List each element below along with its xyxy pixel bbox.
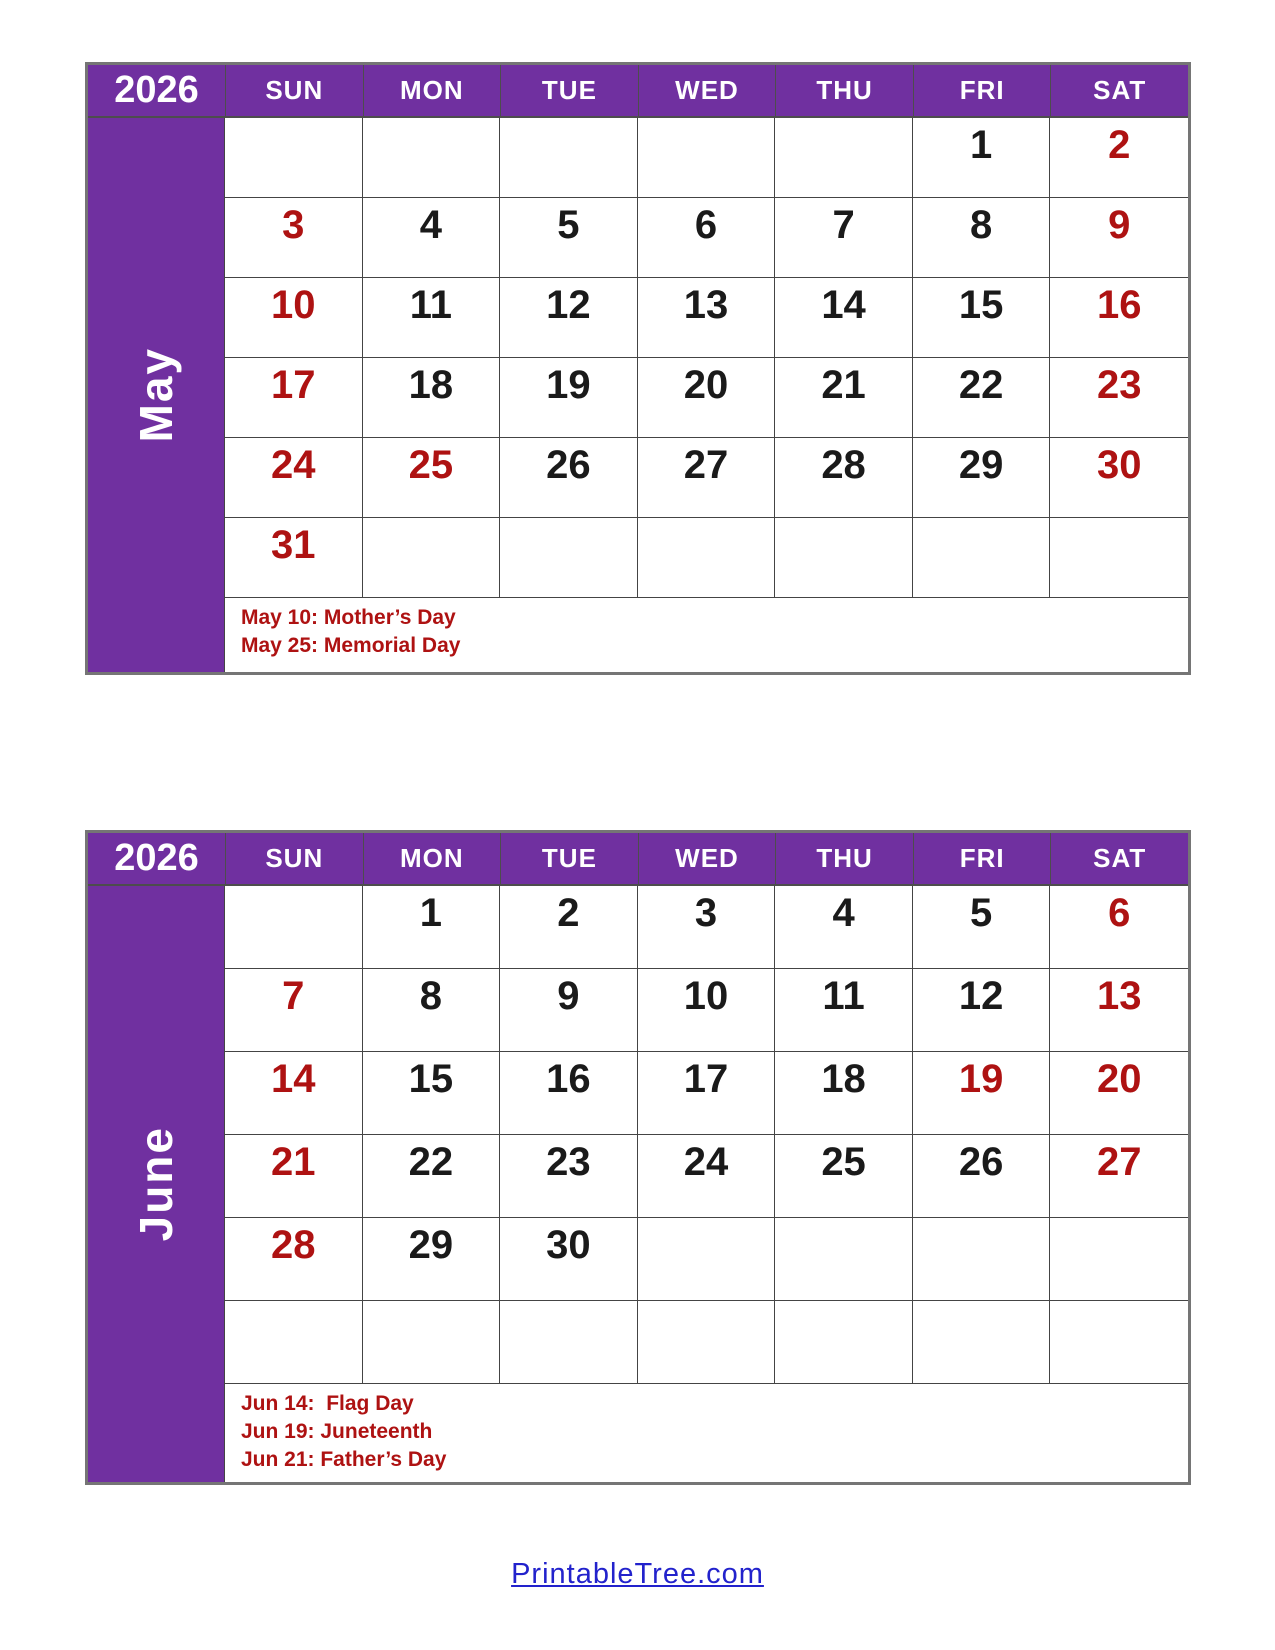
may-calendar-grid: [85, 62, 1191, 675]
day-header-tue: TUE: [500, 65, 638, 118]
holiday-note: Jun 19: Juneteenth: [241, 1420, 433, 1443]
date-cell-empty: [363, 518, 501, 598]
date-cell-june-7: 7: [225, 969, 363, 1052]
date-cell-may-28: 28: [775, 438, 913, 518]
date-cell-empty: [775, 1301, 913, 1384]
date-cell-empty: [225, 1301, 363, 1384]
day-header-fri: FRI: [913, 833, 1051, 886]
footer: [0, 1558, 1275, 1591]
date-cell-empty: [913, 1301, 1051, 1384]
date-cell-june-20: 20: [1050, 1052, 1188, 1135]
date-cell-may-7: 7: [775, 198, 913, 278]
date-cell-empty: [638, 1301, 776, 1384]
date-cell-may-21: 21: [775, 358, 913, 438]
date-cell-may-25: 25: [363, 438, 501, 518]
june-2026-calendar: [85, 830, 1191, 1485]
date-cell-june-17: 17: [638, 1052, 776, 1135]
date-cell-may-4: 4: [363, 198, 501, 278]
month-label: May: [130, 347, 182, 443]
month-label: June: [130, 1126, 182, 1242]
date-cell-may-29: 29: [913, 438, 1051, 518]
day-header-sat: SAT: [1050, 65, 1188, 118]
day-header-sat: SAT: [1050, 833, 1188, 886]
date-cell-june-22: 22: [363, 1135, 501, 1218]
date-cell-june-15: 15: [363, 1052, 501, 1135]
day-header-thu: THU: [775, 65, 913, 118]
date-cell-empty: [638, 1218, 776, 1301]
date-cell-june-18: 18: [775, 1052, 913, 1135]
date-cell-may-26: 26: [500, 438, 638, 518]
date-cell-june-16: 16: [500, 1052, 638, 1135]
date-cell-june-28: 28: [225, 1218, 363, 1301]
date-cell-empty: [225, 118, 363, 198]
date-cell-empty: [225, 886, 363, 969]
date-cell-may-18: 18: [363, 358, 501, 438]
date-cell-june-25: 25: [775, 1135, 913, 1218]
date-cell-may-24: 24: [225, 438, 363, 518]
month-sidebar: [88, 886, 225, 1482]
date-cell-may-10: 10: [225, 278, 363, 358]
holiday-note: May 10: Mother’s Day: [241, 606, 456, 629]
date-cell-june-3: 3: [638, 886, 776, 969]
date-cell-may-16: 16: [1050, 278, 1188, 358]
date-cell-june-8: 8: [363, 969, 501, 1052]
date-cell-june-6: 6: [1050, 886, 1188, 969]
date-cell-june-13: 13: [1050, 969, 1188, 1052]
date-cell-empty: [638, 518, 776, 598]
date-cell-empty: [500, 1301, 638, 1384]
year-label: 2026: [88, 833, 225, 886]
date-cell-empty: [775, 518, 913, 598]
date-cell-may-11: 11: [363, 278, 501, 358]
date-cell-may-20: 20: [638, 358, 776, 438]
date-cell-may-27: 27: [638, 438, 776, 518]
holiday-notes: [225, 598, 1188, 672]
date-cell-may-2: 2: [1050, 118, 1188, 198]
holiday-note: Jun 14: Flag Day: [241, 1392, 414, 1415]
date-cell-empty: [913, 518, 1051, 598]
date-cell-may-14: 14: [775, 278, 913, 358]
date-cell-empty: [500, 518, 638, 598]
holiday-note: May 25: Memorial Day: [241, 634, 461, 657]
date-cell-june-12: 12: [913, 969, 1051, 1052]
date-cell-june-26: 26: [913, 1135, 1051, 1218]
date-cell-june-27: 27: [1050, 1135, 1188, 1218]
date-cell-empty: [363, 118, 501, 198]
printabletree-link[interactable]: PrintableTree.com: [511, 1558, 764, 1590]
holiday-note: Jun 21: Father’s Day: [241, 1448, 447, 1471]
day-header-wed: WED: [638, 65, 776, 118]
day-header-sun: SUN: [225, 65, 363, 118]
day-header-fri: FRI: [913, 65, 1051, 118]
date-cell-june-4: 4: [775, 886, 913, 969]
date-cell-june-19: 19: [913, 1052, 1051, 1135]
day-header-tue: TUE: [500, 833, 638, 886]
holiday-notes: [225, 1384, 1188, 1482]
day-header-sun: SUN: [225, 833, 363, 886]
date-cell-may-30: 30: [1050, 438, 1188, 518]
date-cell-june-2: 2: [500, 886, 638, 969]
date-cell-may-9: 9: [1050, 198, 1188, 278]
day-header-mon: MON: [363, 65, 501, 118]
date-cell-may-15: 15: [913, 278, 1051, 358]
date-cell-may-22: 22: [913, 358, 1051, 438]
year-label: 2026: [88, 65, 225, 118]
date-cell-may-6: 6: [638, 198, 776, 278]
day-header-thu: THU: [775, 833, 913, 886]
date-cell-empty: [775, 1218, 913, 1301]
date-cell-may-3: 3: [225, 198, 363, 278]
may-2026-calendar: [85, 62, 1191, 675]
date-cell-empty: [363, 1301, 501, 1384]
date-cell-june-14: 14: [225, 1052, 363, 1135]
date-cell-june-10: 10: [638, 969, 776, 1052]
date-cell-june-11: 11: [775, 969, 913, 1052]
date-cell-empty: [1050, 1301, 1188, 1384]
date-cell-empty: [1050, 1218, 1188, 1301]
date-cell-june-1: 1: [363, 886, 501, 969]
date-cell-may-19: 19: [500, 358, 638, 438]
date-cell-may-8: 8: [913, 198, 1051, 278]
date-cell-june-24: 24: [638, 1135, 776, 1218]
date-cell-june-21: 21: [225, 1135, 363, 1218]
date-cell-empty: [638, 118, 776, 198]
date-cell-may-23: 23: [1050, 358, 1188, 438]
date-cell-may-17: 17: [225, 358, 363, 438]
date-cell-may-31: 31: [225, 518, 363, 598]
date-cell-may-13: 13: [638, 278, 776, 358]
date-cell-may-1: 1: [913, 118, 1051, 198]
date-cell-june-5: 5: [913, 886, 1051, 969]
june-calendar-grid: [85, 830, 1191, 1485]
day-header-mon: MON: [363, 833, 501, 886]
date-cell-may-12: 12: [500, 278, 638, 358]
date-cell-june-9: 9: [500, 969, 638, 1052]
date-cell-june-23: 23: [500, 1135, 638, 1218]
month-sidebar: [88, 118, 225, 672]
date-cell-empty: [775, 118, 913, 198]
date-cell-empty: [913, 1218, 1051, 1301]
date-cell-may-5: 5: [500, 198, 638, 278]
date-cell-june-29: 29: [363, 1218, 501, 1301]
day-header-wed: WED: [638, 833, 776, 886]
date-cell-empty: [1050, 518, 1188, 598]
date-cell-empty: [500, 118, 638, 198]
date-cell-june-30: 30: [500, 1218, 638, 1301]
